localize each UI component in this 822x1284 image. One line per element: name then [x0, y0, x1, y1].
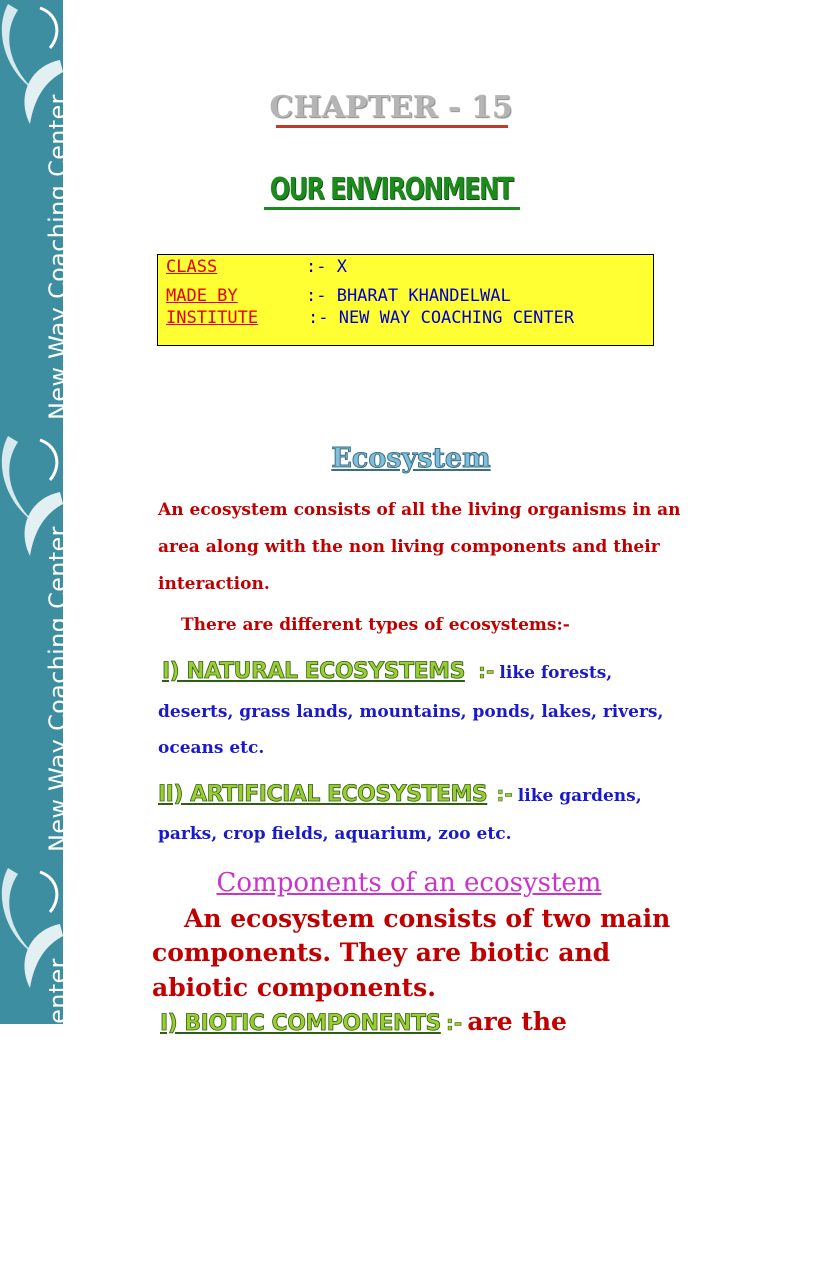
info-box [157, 254, 654, 346]
brand-text: New Way Coaching Center [44, 94, 72, 420]
components-heading: Components of an ecosystem [216, 868, 602, 898]
types-intro: There are different types of ecosystems:- [181, 615, 570, 635]
components-text-line: components. They are biotic and [152, 938, 611, 967]
made-by-label: MADE BY [166, 286, 238, 306]
artificial-ecosystems-line [158, 782, 642, 807]
biotic-text: are the [467, 1007, 567, 1036]
brand-text: New Way Coaching Center [44, 958, 72, 1284]
brand-text: New Way Coaching Center [44, 526, 72, 852]
brand-segment [0, 0, 72, 432]
page-title: OUR ENVIRONMENT [269, 172, 513, 207]
natural-text-line: deserts, grass lands, mountains, ponds, lakes, rivers, [158, 702, 664, 722]
natural-ecosystems-heading: I) NATURAL ECOSYSTEMS [162, 659, 465, 684]
natural-ecosystems-line [162, 659, 612, 684]
ecosystem-heading: Ecosystem [331, 443, 491, 474]
natural-separator: :- [478, 659, 495, 683]
made-by-value: :- BHARAT KHANDELWAL [306, 286, 511, 306]
components-text-line: An ecosystem consists of two main [184, 904, 671, 933]
institute-value: :- NEW WAY COACHING CENTER [308, 308, 575, 328]
chapter-heading: CHAPTER - 15 [269, 90, 513, 125]
artificial-text: like gardens, [517, 786, 642, 806]
class-value: :- X [306, 257, 347, 277]
info-row-made-by [166, 286, 238, 306]
biotic-components-heading: I) BIOTIC COMPONENTS [160, 1011, 441, 1036]
title-underline [264, 207, 520, 210]
biotic-components-line [160, 1007, 567, 1036]
definition-line: interaction. [158, 574, 270, 594]
info-row-institute [166, 308, 258, 328]
biotic-separator: :- [445, 1011, 463, 1035]
natural-text-line: oceans etc. [158, 738, 265, 758]
definition-line: area along with the non living components and their [158, 537, 660, 557]
info-row-class [166, 257, 217, 277]
artificial-ecosystems-heading: II) ARTIFICIAL ECOSYSTEMS [158, 782, 488, 807]
artificial-separator: :- [496, 782, 513, 806]
artificial-text-line: parks, crop fields, aquarium, zoo etc. [158, 824, 512, 844]
class-label: CLASS [166, 257, 218, 277]
components-text-line: abiotic components. [152, 973, 436, 1002]
definition-line: An ecosystem consists of all the living organisms in an [158, 500, 681, 520]
natural-text: like forests, [499, 663, 613, 683]
institute-label: INSTITUTE [166, 308, 259, 328]
brand-segment [0, 432, 72, 864]
chapter-underline [276, 125, 508, 128]
